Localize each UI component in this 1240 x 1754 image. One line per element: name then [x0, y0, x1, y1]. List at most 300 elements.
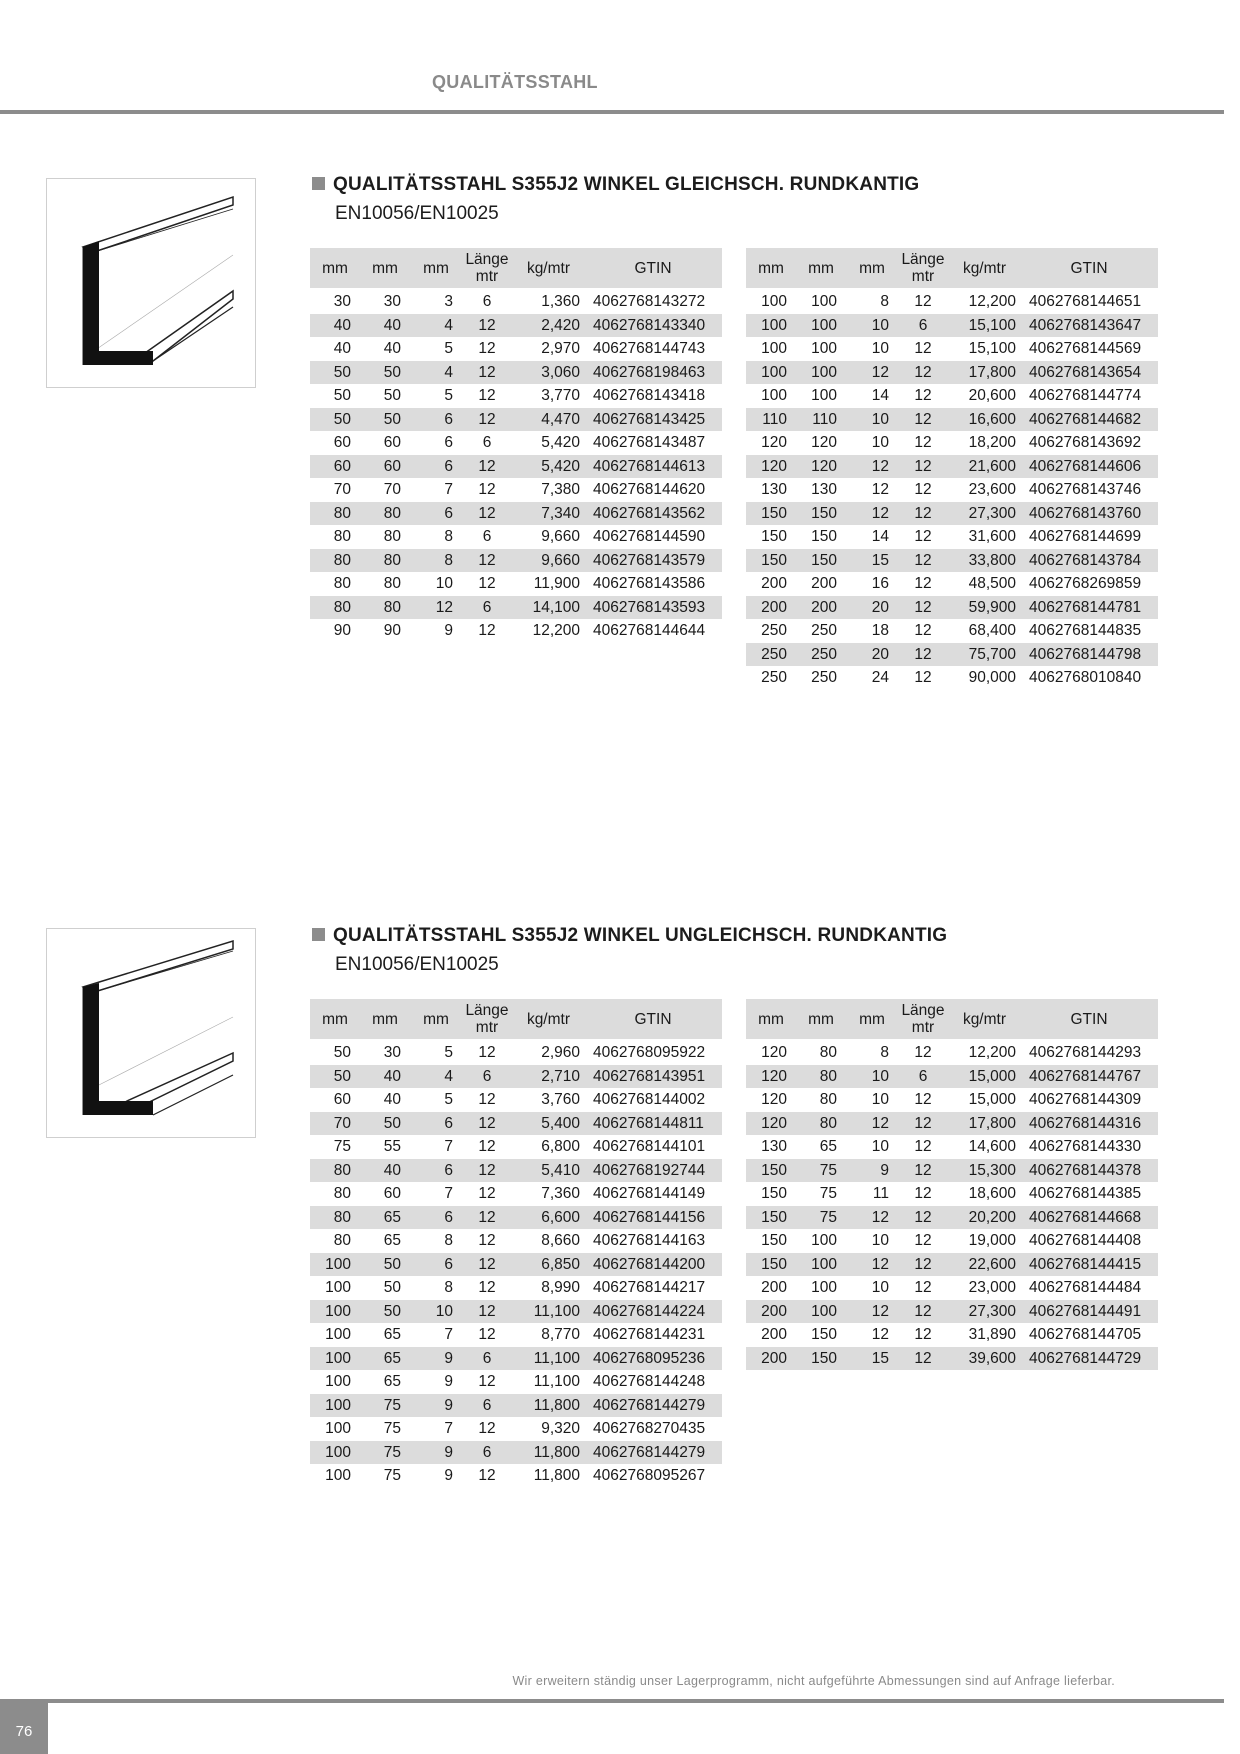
table-cell: 40	[360, 1065, 410, 1089]
table-row	[746, 502, 1158, 526]
table-cell: 70	[310, 478, 360, 502]
table-cell: 200	[746, 596, 796, 620]
table-cell: 4	[410, 314, 462, 338]
table-cell: 150	[796, 525, 846, 549]
table-cell: 12	[462, 1088, 512, 1112]
column-header: kg/mtr	[948, 999, 1020, 1040]
table-cell: 12	[462, 1370, 512, 1394]
table-cell: 100	[746, 289, 796, 314]
table-cell: 6	[462, 1441, 512, 1465]
table-row	[310, 1088, 722, 1112]
table-cell: 68,400	[948, 619, 1020, 643]
table-cell: 5,400	[512, 1112, 584, 1136]
table-cell: 2,420	[512, 314, 584, 338]
table-cell: 4062768095922	[584, 1040, 722, 1065]
table-cell: 60	[360, 431, 410, 455]
equal-angle-profile-image	[46, 178, 256, 388]
table-cell: 4062768143418	[584, 384, 722, 408]
table-cell: 100	[746, 384, 796, 408]
table-cell: 4062768144569	[1020, 337, 1158, 361]
table-row	[746, 525, 1158, 549]
table-cell: 2,710	[512, 1065, 584, 1089]
table-cell: 80	[360, 596, 410, 620]
table-row	[746, 314, 1158, 338]
table-cell: 4062768144491	[1020, 1300, 1158, 1324]
table-cell: 4062768143586	[584, 572, 722, 596]
table-cell: 12	[898, 455, 948, 479]
table-cell: 4062768144774	[1020, 384, 1158, 408]
table-cell: 200	[746, 1300, 796, 1324]
table-cell: 33,800	[948, 549, 1020, 573]
table-cell: 5	[410, 1088, 462, 1112]
table-cell: 20	[846, 596, 898, 620]
table-cell: 12	[462, 1135, 512, 1159]
table-cell: 150	[746, 1253, 796, 1277]
table-cell: 200	[796, 572, 846, 596]
table-row	[746, 337, 1158, 361]
table-cell: 4062768144408	[1020, 1229, 1158, 1253]
table-cell: 4062768144651	[1020, 289, 1158, 314]
table-cell: 150	[746, 525, 796, 549]
table-cell: 7	[410, 1323, 462, 1347]
table-cell: 12	[462, 455, 512, 479]
table-cell: 8	[410, 549, 462, 573]
table-cell: 12	[898, 337, 948, 361]
table-row	[310, 572, 722, 596]
table-cell: 6	[462, 596, 512, 620]
table-row	[310, 1300, 722, 1324]
table-cell: 2,970	[512, 337, 584, 361]
table-cell: 4062768144163	[584, 1229, 722, 1253]
table-cell: 60	[310, 1088, 360, 1112]
table-cell: 39,600	[948, 1347, 1020, 1371]
table-cell: 12	[846, 361, 898, 385]
table-cell: 200	[796, 596, 846, 620]
table-cell: 100	[796, 361, 846, 385]
table-cell: 2,960	[512, 1040, 584, 1065]
table-cell: 12	[462, 337, 512, 361]
table-cell: 7,340	[512, 502, 584, 526]
table-cell: 80	[360, 572, 410, 596]
column-header: mm	[310, 999, 360, 1040]
table-cell: 100	[746, 361, 796, 385]
table-cell: 200	[746, 1323, 796, 1347]
table-row	[310, 361, 722, 385]
table-cell: 8,990	[512, 1276, 584, 1300]
table-cell: 11,100	[512, 1300, 584, 1324]
table-cell: 8	[410, 1276, 462, 1300]
table-row	[746, 1276, 1158, 1300]
table-cell: 23,000	[948, 1276, 1020, 1300]
table-row	[746, 431, 1158, 455]
table-cell: 20	[846, 643, 898, 667]
table-cell: 4062768144101	[584, 1135, 722, 1159]
table-cell: 12	[898, 502, 948, 526]
table-cell: 9,320	[512, 1417, 584, 1441]
table-cell: 5,420	[512, 431, 584, 455]
table-cell: 80	[310, 596, 360, 620]
column-header: Länge mtr	[898, 999, 948, 1040]
table-cell: 11,100	[512, 1347, 584, 1371]
table-cell: 6	[462, 1347, 512, 1371]
table-row	[746, 1065, 1158, 1089]
table-cell: 4062768144279	[584, 1394, 722, 1418]
table-cell: 12	[898, 361, 948, 385]
table-row	[746, 1300, 1158, 1324]
table-cell: 4062768143654	[1020, 361, 1158, 385]
table-cell: 4062768144620	[584, 478, 722, 502]
table-cell: 90	[360, 619, 410, 643]
table-cell: 7	[410, 478, 462, 502]
table-cell: 4062768144705	[1020, 1323, 1158, 1347]
table-cell: 75	[360, 1441, 410, 1465]
table-cell: 4062768144378	[1020, 1159, 1158, 1183]
table-cell: 12	[462, 1159, 512, 1183]
table-cell: 100	[796, 1300, 846, 1324]
table-cell: 100	[310, 1276, 360, 1300]
table-cell: 15,000	[948, 1088, 1020, 1112]
table-cell: 9,660	[512, 525, 584, 549]
table-row	[310, 596, 722, 620]
table-cell: 120	[746, 1065, 796, 1089]
table-cell: 12	[846, 455, 898, 479]
table-cell: 9,660	[512, 549, 584, 573]
table-cell: 110	[746, 408, 796, 432]
table-cell: 7	[410, 1417, 462, 1441]
column-header: mm	[846, 248, 898, 289]
table-cell: 11,800	[512, 1441, 584, 1465]
table-cell: 6	[462, 289, 512, 314]
table-row	[746, 1347, 1158, 1371]
table-cell: 6	[410, 1206, 462, 1230]
table-cell: 150	[746, 502, 796, 526]
table-cell: 12	[462, 1040, 512, 1065]
table-cell: 10	[846, 431, 898, 455]
table-cell: 10	[846, 1276, 898, 1300]
table-row	[310, 1182, 722, 1206]
table-cell: 75,700	[948, 643, 1020, 667]
table-cell: 120	[746, 1112, 796, 1136]
table-row	[310, 1135, 722, 1159]
table-cell: 4062768144767	[1020, 1065, 1158, 1089]
table-cell: 12	[846, 1300, 898, 1324]
table-cell: 12	[898, 1206, 948, 1230]
table-cell: 9	[410, 1464, 462, 1488]
table-row	[310, 1065, 722, 1089]
column-header: mm	[796, 999, 846, 1040]
table-cell: 80	[796, 1040, 846, 1065]
table-cell: 6	[410, 1159, 462, 1183]
table-cell: 12,200	[948, 289, 1020, 314]
table-cell: 5,420	[512, 455, 584, 479]
table-row	[310, 1159, 722, 1183]
header-divider	[0, 110, 1224, 114]
table-cell: 110	[796, 408, 846, 432]
table-cell: 12	[898, 1159, 948, 1183]
table-cell: 100	[796, 1253, 846, 1277]
table-cell: 4062768270435	[584, 1417, 722, 1441]
table-cell: 12	[898, 1253, 948, 1277]
table-cell: 4	[410, 1065, 462, 1089]
table-cell: 50	[310, 408, 360, 432]
table-cell: 70	[360, 478, 410, 502]
table-cell: 6	[898, 1065, 948, 1089]
footer-note: Wir erweitern ständig unser Lagerprogramm, nicht aufgeführte Abmessungen sind auf Anfrage lieferbar.	[512, 1674, 1115, 1688]
table-row	[746, 1088, 1158, 1112]
table-row	[310, 1370, 722, 1394]
table-cell: 4062768144200	[584, 1253, 722, 1277]
table-cell: 75	[796, 1182, 846, 1206]
section-marker	[312, 928, 325, 941]
table-cell: 100	[796, 1229, 846, 1253]
table-cell: 4062768144781	[1020, 596, 1158, 620]
table-cell: 80	[310, 502, 360, 526]
table-cell: 100	[746, 337, 796, 361]
table-cell: 4062768144156	[584, 1206, 722, 1230]
table-cell: 4062768144149	[584, 1182, 722, 1206]
table-cell: 4062768144699	[1020, 525, 1158, 549]
table-row	[310, 549, 722, 573]
table-cell: 14,600	[948, 1135, 1020, 1159]
table-cell: 15,000	[948, 1065, 1020, 1089]
table-cell: 10	[846, 1135, 898, 1159]
table-cell: 4062768144811	[584, 1112, 722, 1136]
table-cell: 6	[410, 502, 462, 526]
table-cell: 50	[310, 384, 360, 408]
table-cell: 50	[310, 361, 360, 385]
table-cell: 80	[310, 572, 360, 596]
table-cell: 48,500	[948, 572, 1020, 596]
table-cell: 18,600	[948, 1182, 1020, 1206]
table-row	[746, 478, 1158, 502]
table-cell: 75	[796, 1206, 846, 1230]
table-cell: 130	[746, 478, 796, 502]
table-cell: 75	[360, 1394, 410, 1418]
table-row	[746, 1253, 1158, 1277]
table-cell: 9	[410, 1394, 462, 1418]
table-cell: 100	[310, 1417, 360, 1441]
table-row	[310, 1394, 722, 1418]
table-cell: 8	[846, 1040, 898, 1065]
table-cell: 12	[846, 1253, 898, 1277]
table-row	[310, 1347, 722, 1371]
table-cell: 70	[310, 1112, 360, 1136]
table-row	[746, 455, 1158, 479]
column-header: mm	[410, 999, 462, 1040]
table-cell: 11,100	[512, 1370, 584, 1394]
table-cell: 12	[898, 384, 948, 408]
table-cell: 40	[360, 1159, 410, 1183]
table-cell: 12	[898, 1088, 948, 1112]
table-row	[746, 596, 1158, 620]
table-cell: 12	[898, 572, 948, 596]
unequal-angle-profile-image	[46, 928, 256, 1138]
table-row	[310, 455, 722, 479]
table-cell: 4062768269859	[1020, 572, 1158, 596]
table-cell: 200	[746, 572, 796, 596]
table-cell: 12	[898, 1229, 948, 1253]
table-cell: 4062768143425	[584, 408, 722, 432]
table-cell: 80	[310, 549, 360, 573]
table-cell: 120	[796, 431, 846, 455]
table-cell: 100	[796, 1276, 846, 1300]
table-cell: 4062768095267	[584, 1464, 722, 1488]
table-cell: 4,470	[512, 408, 584, 432]
table-cell: 4062768144590	[584, 525, 722, 549]
table-cell: 6	[462, 525, 512, 549]
table-cell: 4062768144835	[1020, 619, 1158, 643]
table-row	[310, 525, 722, 549]
table-cell: 12	[846, 478, 898, 502]
table-cell: 6	[410, 408, 462, 432]
table-cell: 4062768143562	[584, 502, 722, 526]
table-cell: 60	[360, 455, 410, 479]
column-header: kg/mtr	[512, 999, 584, 1040]
table-cell: 50	[360, 1112, 410, 1136]
table-cell: 75	[360, 1417, 410, 1441]
table-cell: 12	[846, 502, 898, 526]
table-cell: 50	[310, 1065, 360, 1089]
table-cell: 150	[746, 1229, 796, 1253]
table-cell: 12	[898, 619, 948, 643]
table-cell: 12	[462, 1464, 512, 1488]
table-cell: 20,200	[948, 1206, 1020, 1230]
table-cell: 100	[310, 1441, 360, 1465]
table-row	[746, 1182, 1158, 1206]
section-title-unequal-angle	[312, 925, 947, 947]
table-cell: 4062768144729	[1020, 1347, 1158, 1371]
table-cell: 12	[898, 1323, 948, 1347]
table-cell: 12	[898, 1135, 948, 1159]
table-cell: 100	[796, 314, 846, 338]
column-header: mm	[360, 999, 410, 1040]
table-cell: 4062768143760	[1020, 502, 1158, 526]
table-cell: 12	[462, 502, 512, 526]
table-cell: 8	[410, 525, 462, 549]
table-cell: 250	[796, 666, 846, 690]
table-cell: 4062768144309	[1020, 1088, 1158, 1112]
table-cell: 16	[846, 572, 898, 596]
table-cell: 200	[746, 1276, 796, 1300]
table-cell: 250	[746, 643, 796, 667]
table-row	[310, 337, 722, 361]
table-cell: 6	[462, 1394, 512, 1418]
table-cell: 12	[898, 289, 948, 314]
table-cell: 100	[310, 1464, 360, 1488]
table-cell: 4062768144606	[1020, 455, 1158, 479]
table-cell: 8,660	[512, 1229, 584, 1253]
table-cell: 1,360	[512, 289, 584, 314]
table-row	[746, 384, 1158, 408]
table-cell: 150	[796, 1347, 846, 1371]
table-cell: 4062768143647	[1020, 314, 1158, 338]
section-marker	[312, 177, 325, 190]
table-cell: 3,060	[512, 361, 584, 385]
table-cell: 4062768144484	[1020, 1276, 1158, 1300]
table-cell: 40	[360, 314, 410, 338]
column-header: Länge mtr	[898, 248, 948, 289]
table-cell: 15	[846, 549, 898, 573]
table-cell: 50	[360, 408, 410, 432]
table-row	[310, 408, 722, 432]
table-cell: 10	[846, 337, 898, 361]
table-cell: 12	[462, 619, 512, 643]
table-cell: 12,200	[948, 1040, 1020, 1065]
table-cell: 4062768144798	[1020, 643, 1158, 667]
table-header-row	[746, 999, 1158, 1040]
table-cell: 30	[310, 289, 360, 314]
table-cell: 4062768143784	[1020, 549, 1158, 573]
table-cell: 150	[796, 1323, 846, 1347]
table-row	[746, 643, 1158, 667]
table-cell: 4062768144224	[584, 1300, 722, 1324]
table-cell: 4062768144248	[584, 1370, 722, 1394]
table-cell: 6	[410, 455, 462, 479]
table-cell: 150	[746, 1206, 796, 1230]
table-cell: 4062768143746	[1020, 478, 1158, 502]
table-cell: 80	[310, 1182, 360, 1206]
table-cell: 11,800	[512, 1394, 584, 1418]
table-row	[310, 289, 722, 314]
table-cell: 50	[360, 384, 410, 408]
table-cell: 31,890	[948, 1323, 1020, 1347]
table-cell: 5	[410, 1040, 462, 1065]
table-row	[746, 1135, 1158, 1159]
table-cell: 80	[796, 1065, 846, 1089]
equal-angle-table-right	[746, 248, 1158, 690]
column-header: mm	[846, 999, 898, 1040]
table-cell: 12	[462, 1253, 512, 1277]
table-row	[310, 384, 722, 408]
column-header: GTIN	[584, 999, 722, 1040]
table-cell: 12	[462, 314, 512, 338]
table-cell: 65	[360, 1206, 410, 1230]
table-cell: 150	[746, 1182, 796, 1206]
table-cell: 18,200	[948, 431, 1020, 455]
table-cell: 50	[360, 1253, 410, 1277]
table-cell: 75	[796, 1159, 846, 1183]
table-cell: 3	[410, 289, 462, 314]
table-cell: 100	[310, 1347, 360, 1371]
table-header-row	[310, 248, 722, 289]
table-cell: 11,900	[512, 572, 584, 596]
table-cell: 14	[846, 384, 898, 408]
table-row	[746, 666, 1158, 690]
table-cell: 250	[746, 619, 796, 643]
table-cell: 4062768143340	[584, 314, 722, 338]
table-cell: 250	[796, 643, 846, 667]
table-cell: 18	[846, 619, 898, 643]
table-cell: 4062768144002	[584, 1088, 722, 1112]
table-cell: 12	[898, 408, 948, 432]
table-cell: 100	[796, 384, 846, 408]
table-cell: 12	[898, 1040, 948, 1065]
table-cell: 6	[462, 1065, 512, 1089]
table-row	[746, 361, 1158, 385]
table-cell: 6	[898, 314, 948, 338]
table-cell: 4062768143951	[584, 1065, 722, 1089]
table-cell: 65	[360, 1370, 410, 1394]
table-cell: 75	[310, 1135, 360, 1159]
table-cell: 4062768144682	[1020, 408, 1158, 432]
table-cell: 80	[310, 1206, 360, 1230]
table-cell: 12	[410, 596, 462, 620]
table-cell: 40	[360, 1088, 410, 1112]
table-cell: 80	[310, 1229, 360, 1253]
column-header: kg/mtr	[512, 248, 584, 289]
table-cell: 40	[360, 337, 410, 361]
table-cell: 9	[410, 1347, 462, 1371]
